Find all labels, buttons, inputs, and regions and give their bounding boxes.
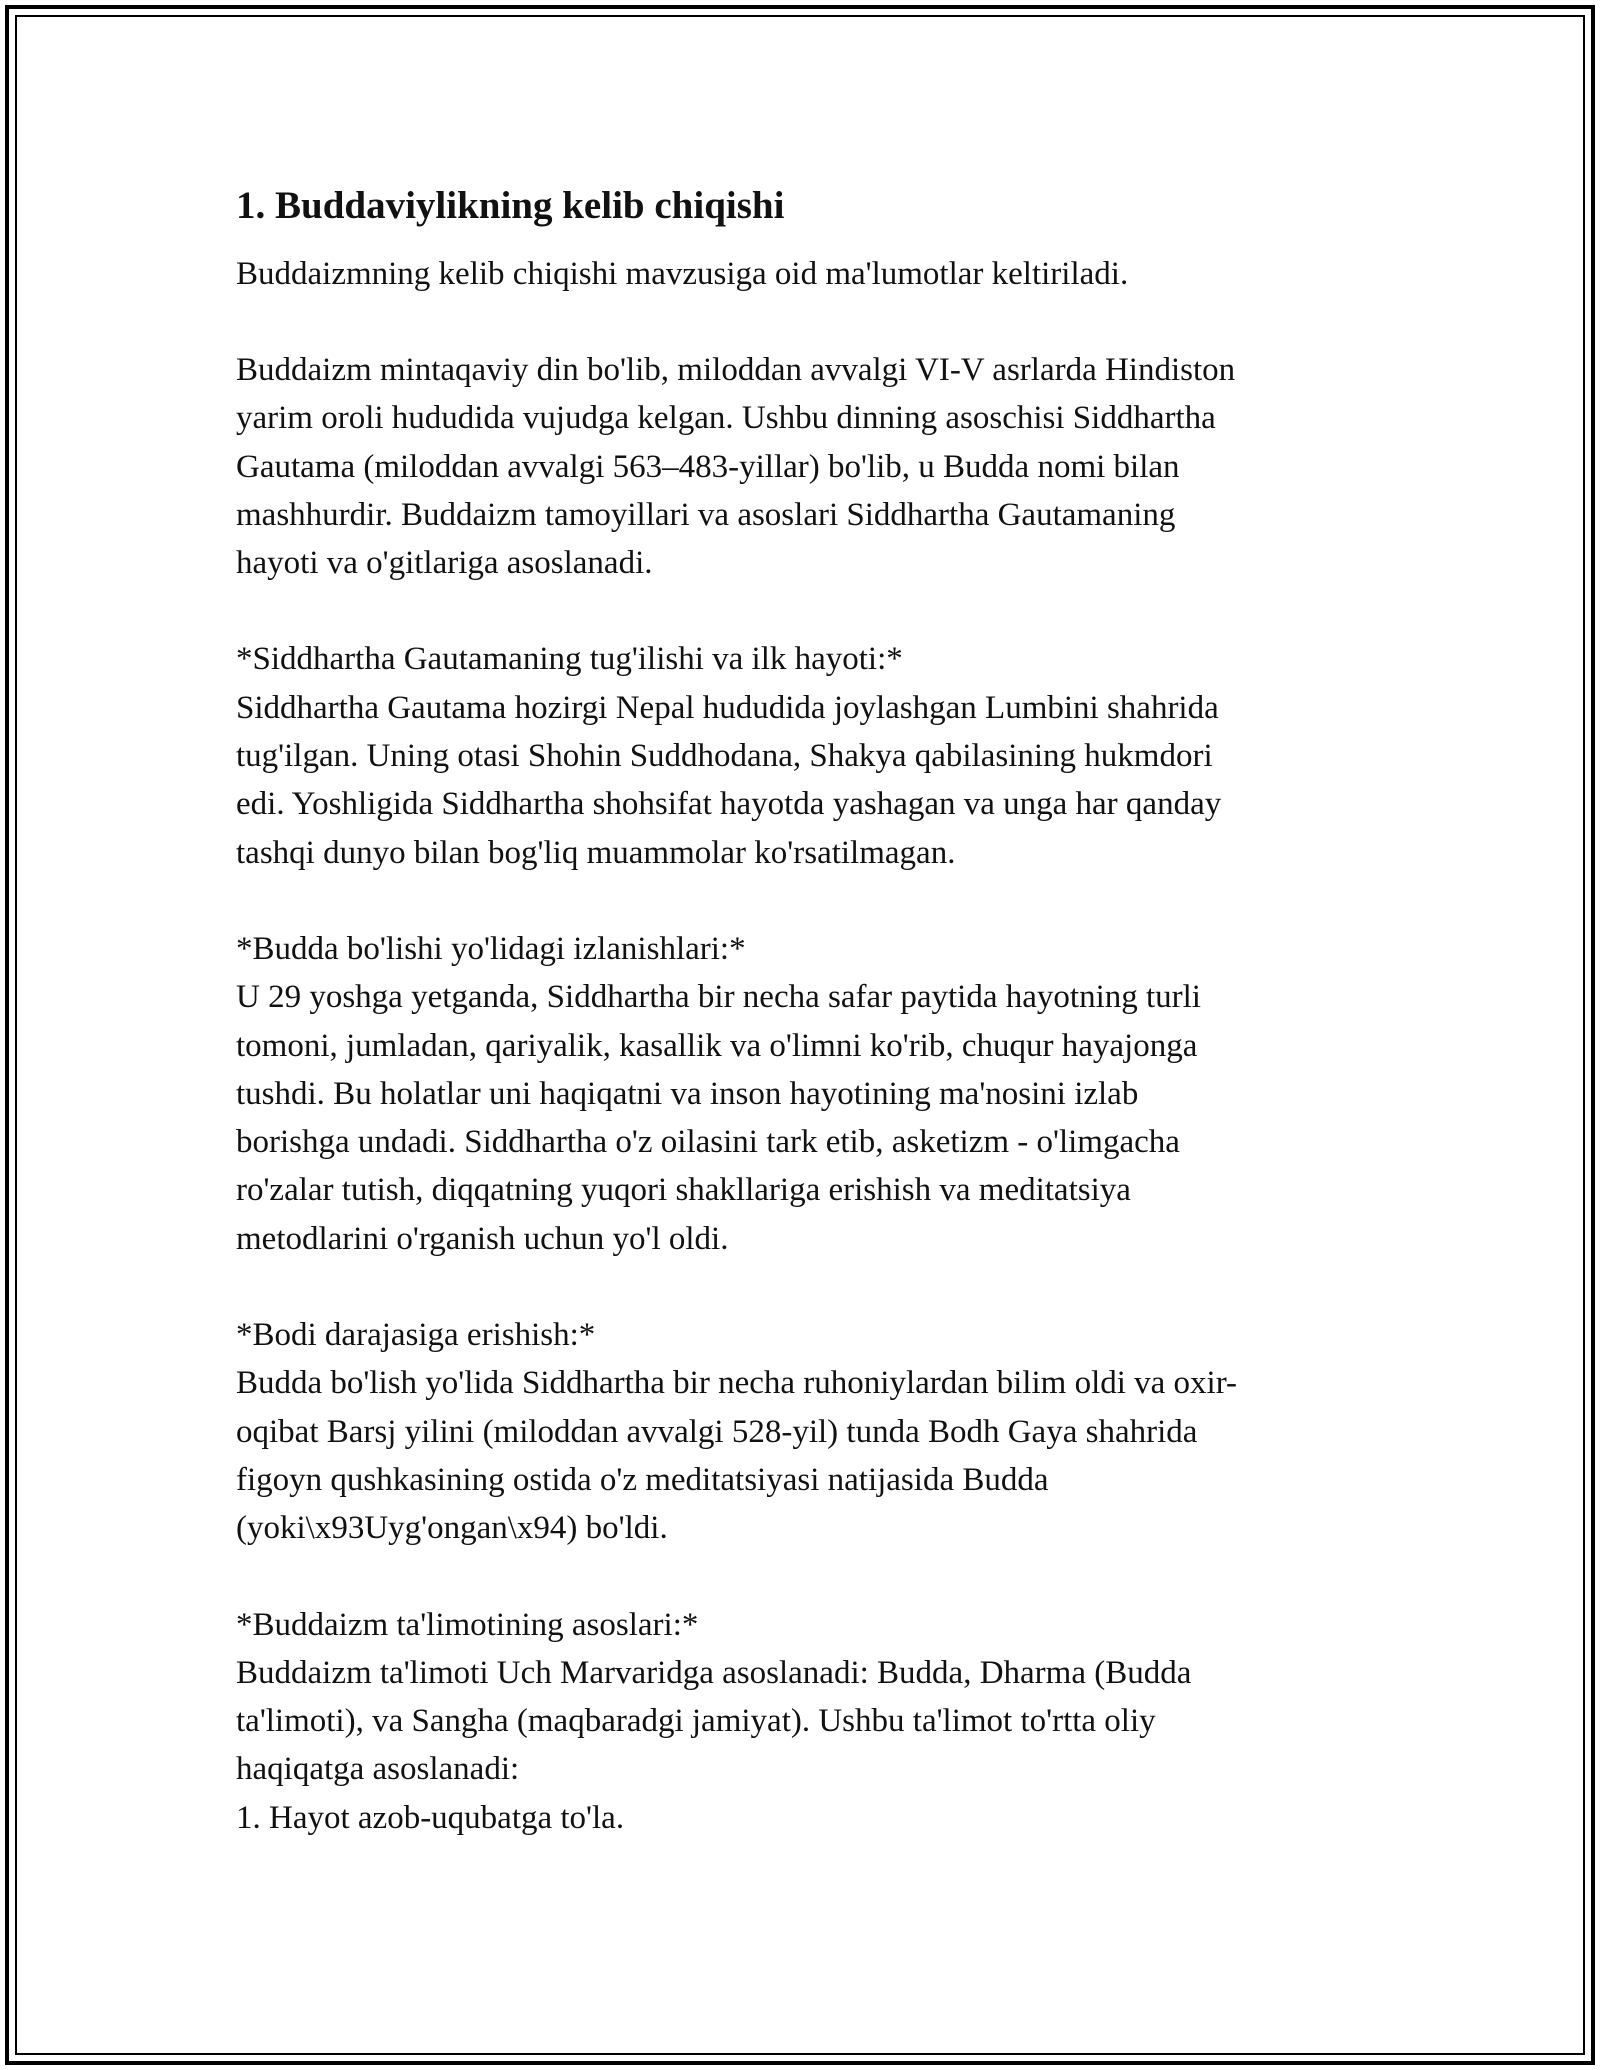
section-heading: *Siddhartha Gautamaning tug'ilishi va ilk hayoti:*	[236, 641, 903, 678]
text-line: mashhurdir. Buddaizm tamoyillari va asoslari Siddhartha Gautamaning	[236, 496, 1176, 533]
text-line: tomoni, jumladan, qariyalik, kasallik va o'limni ko'rib, chuqur hayajonga	[236, 1027, 1198, 1064]
text-line: oqibat Barsj yilini (miloddan avvalgi 528-yil) tunda Bodh Gaya shahrida	[236, 1413, 1198, 1450]
document-title: 1. Buddaviylikning kelib chiqishi	[236, 184, 785, 227]
paragraph-origin	[236, 346, 1366, 587]
text-line: tug'ilgan. Uning otasi Shohin Suddhodana, Shakya qabilasining hukmdori	[236, 738, 1213, 775]
text-line: metodlarini o'rganish uchun yo'l oldi.	[236, 1220, 729, 1257]
text-line: haqiqatga asoslanadi:	[236, 1751, 520, 1788]
text-line: tashqi dunyo bilan bog'liq muammolar ko'rsatilmagan.	[236, 834, 956, 871]
paragraph-bodhi	[236, 1311, 1366, 1552]
paragraph-search	[236, 925, 1366, 1263]
text-line: borishga undadi. Siddhartha o'z oilasini tark etib, asketizm - o'limgacha	[236, 1124, 1180, 1161]
text-line: hayoti va o'gitlariga asoslanadi.	[236, 545, 653, 582]
text-line: (yoki\x93Uyg'ongan\x94) bo'ldi.	[236, 1510, 668, 1547]
list-item: 1. Hayot azob-uqubatga to'la.	[236, 1799, 625, 1836]
section-heading: *Bodi darajasiga erishish:*	[236, 1317, 596, 1354]
document-body	[236, 182, 1366, 1842]
text-line: Gautama (miloddan avvalgi 563–483-yillar) bo'lib, u Budda nomi bilan	[236, 448, 1180, 485]
text-line: Siddhartha Gautama hozirgi Nepal hududida joylashgan Lumbini shahrida	[236, 689, 1219, 726]
section-heading: *Budda bo'lishi yo'lidagi izlanishlari:*	[236, 930, 746, 967]
text-line: U 29 yoshga yetganda, Siddhartha bir necha safar paytida hayotning turli	[236, 979, 1201, 1016]
text-line: ta'limoti), va Sangha (maqbaradgi jamiyat). Ushbu ta'limot to'rtta oliy	[236, 1703, 1156, 1740]
text-line: Budda bo'lish yo'lida Siddhartha bir necha ruhoniylardan bilim oldi va oxir-	[236, 1365, 1238, 1402]
text-line: edi. Yoshligida Siddhartha shohsifat hayotda yashagan va unga har qanday	[236, 786, 1222, 823]
text-line: ro'zalar tutish, diqqatning yuqori shakllariga erishish va meditatsiya	[236, 1172, 1131, 1209]
text-line: Buddaizm ta'limoti Uch Marvaridga asoslanadi: Budda, Dharma (Budda	[236, 1654, 1192, 1691]
text-line: tushdi. Bu holatlar uni haqiqatni va inson hayotining ma'nosini izlab	[236, 1075, 1139, 1112]
section-heading: *Buddaizm ta'limotining asoslari:*	[236, 1606, 699, 1643]
intro-paragraph: Buddaizmning kelib chiqishi mavzusiga oid ma'lumotlar keltiriladi.	[236, 256, 1129, 292]
text-line: Buddaizm mintaqaviy din bo'lib, miloddan avvalgi VI-V asrlarda Hindiston	[236, 352, 1236, 388]
text-line: yarim oroli hududida vujudga kelgan. Ushbu dinning asoschisi Siddhartha	[236, 400, 1216, 437]
paragraph-birth	[236, 635, 1366, 876]
text-line: figoyn qushkasining ostida o'z meditatsiyasi natijasida Budda	[236, 1461, 1049, 1498]
paragraph-teachings	[236, 1601, 1366, 1842]
